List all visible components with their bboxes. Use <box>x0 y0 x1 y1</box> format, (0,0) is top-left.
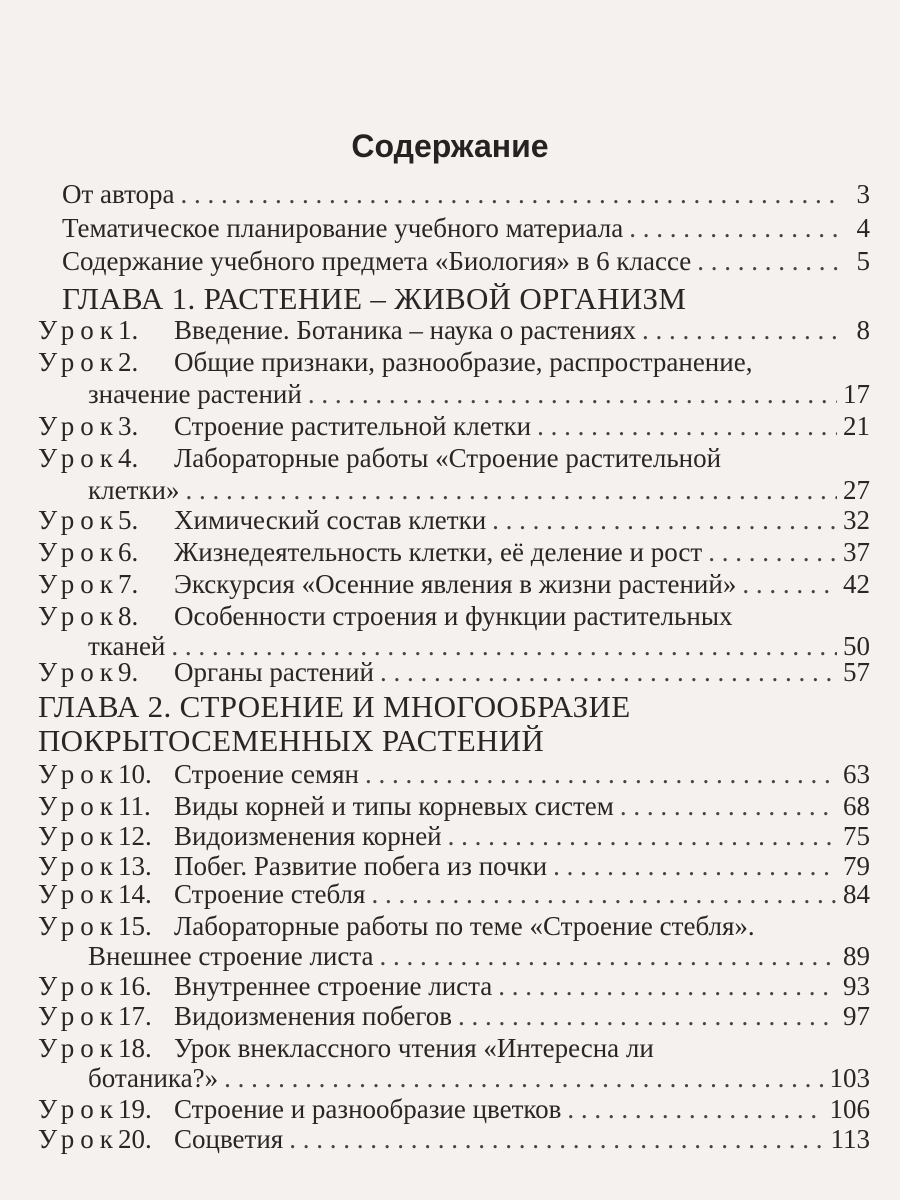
page-number: 50 <box>843 631 870 661</box>
lesson-entry[interactable] <box>38 656 870 688</box>
dot-leader <box>642 314 838 346</box>
lesson-title: ботаника?» <box>88 1063 219 1093</box>
lesson-title: Органы растений <box>174 657 374 687</box>
dot-leader <box>742 568 837 600</box>
lesson-title: Внешнее строение листа <box>88 941 374 971</box>
lesson-title: Лабораторные работы по теме «Строение стебля». <box>174 911 755 941</box>
lesson-entry[interactable] <box>38 568 870 600</box>
lesson-title: значение растений <box>88 379 302 409</box>
page-number: 42 <box>843 569 870 599</box>
lesson-entry[interactable] <box>38 910 755 942</box>
dot-leader <box>371 878 837 910</box>
page-title: Содержание <box>351 128 549 164</box>
lesson-label: Урок <box>38 1001 119 1031</box>
lesson-entry[interactable] <box>38 758 870 790</box>
lesson-entry-continuation[interactable] <box>88 940 870 972</box>
entry-title: Содержание учебного предмета «Биология» в 6 классе <box>62 246 692 276</box>
lesson-title: Лабораторные работы «Строение растительной <box>174 443 722 473</box>
lesson-label: Урок <box>38 569 119 599</box>
lesson-label: Урок <box>38 821 119 851</box>
lesson-entry[interactable] <box>38 314 870 346</box>
lesson-entry[interactable] <box>38 790 870 822</box>
page-number: 97 <box>843 1001 870 1031</box>
lesson-label: Урок <box>38 911 119 941</box>
lesson-title: Общие признаки, разнообразие, распространение, <box>174 347 753 377</box>
chapter-heading: ПОКРЫТОСЕМЕННЫХ РАСТЕНИЙ <box>38 723 545 758</box>
lesson-number: 9. <box>118 657 139 687</box>
page-number: 63 <box>843 759 870 789</box>
lesson-number: 16. <box>118 971 152 1001</box>
lesson-number: 5. <box>118 505 139 535</box>
lesson-title: Химический состав клетки <box>174 505 487 535</box>
page-number: 106 <box>829 1094 870 1124</box>
lesson-label: Урок <box>38 443 119 473</box>
dot-leader <box>620 790 837 822</box>
lesson-number: 4. <box>118 443 139 473</box>
lesson-number: 3. <box>118 411 139 441</box>
page-number: 103 <box>829 1063 870 1093</box>
lesson-number: 12. <box>118 821 152 851</box>
chapter-heading: ГЛАВА 2. СТРОЕНИЕ И МНОГООБРАЗИЕ <box>38 689 631 724</box>
page-number: 89 <box>843 941 870 971</box>
dot-leader <box>697 245 838 277</box>
lesson-label: Урок <box>38 1033 119 1063</box>
page-number: 75 <box>843 821 870 851</box>
lesson-label: Урок <box>38 1094 119 1124</box>
lesson-entry[interactable] <box>38 878 870 910</box>
entry-title: От автора <box>62 179 175 209</box>
lesson-entry[interactable] <box>38 1000 870 1032</box>
lesson-entry[interactable] <box>38 820 870 852</box>
lesson-title: Соцветия <box>174 1124 284 1154</box>
lesson-number: 20. <box>118 1124 152 1154</box>
lesson-title: Побег. Развитие побега из почки <box>174 851 548 881</box>
page-number: 84 <box>843 879 870 909</box>
lesson-number: 11. <box>118 791 151 821</box>
dot-leader <box>224 1062 823 1094</box>
dot-leader <box>181 178 838 210</box>
page-number: 17 <box>843 379 870 409</box>
lesson-title: Строение семян <box>174 759 359 789</box>
toc-entry[interactable] <box>62 212 870 244</box>
lesson-number: 13. <box>118 851 152 881</box>
lesson-number: 10. <box>118 759 152 789</box>
lesson-title: Строение и разнообразие цветков <box>174 1094 562 1124</box>
lesson-label: Урок <box>38 791 119 821</box>
lesson-number: 2. <box>118 347 139 377</box>
lesson-title: Видоизменения побегов <box>174 1001 452 1031</box>
lesson-entry-continuation[interactable] <box>88 378 870 410</box>
page-number: 21 <box>843 411 870 441</box>
lesson-number: 7. <box>118 569 139 599</box>
dot-leader <box>365 758 837 790</box>
entry-title: Тематическое планирование учебного материала <box>62 213 624 243</box>
page-number: 68 <box>843 791 870 821</box>
page-number: 93 <box>843 971 870 1001</box>
lesson-entry[interactable] <box>38 410 870 442</box>
lesson-title: Экскурсия «Осенние явления в жизни растений» <box>174 569 737 599</box>
lesson-label: Урок <box>38 971 119 1001</box>
lesson-entry[interactable] <box>38 970 870 1002</box>
dot-leader <box>537 410 837 442</box>
lesson-number: 14. <box>118 879 152 909</box>
dot-leader <box>448 820 837 852</box>
page-number: 3 <box>856 179 870 209</box>
page-number: 5 <box>856 246 870 276</box>
lesson-label: Урок <box>38 759 119 789</box>
lesson-entry[interactable] <box>38 346 752 378</box>
lesson-number: 15. <box>118 911 152 941</box>
page-number: 8 <box>856 315 870 345</box>
dot-leader <box>567 1093 823 1125</box>
lesson-title: Виды корней и типы корневых систем <box>174 791 614 821</box>
lesson-number: 17. <box>118 1001 152 1031</box>
lesson-title: тканей <box>88 631 166 661</box>
lesson-label: Урок <box>38 411 119 441</box>
lesson-title: Внутреннее строение листа <box>174 971 493 1001</box>
dot-leader <box>498 970 837 1002</box>
lesson-entry-continuation[interactable] <box>88 474 870 506</box>
dot-leader <box>380 656 837 688</box>
lesson-title: Строение растительной клетки <box>174 411 532 441</box>
dot-leader <box>629 212 838 244</box>
dot-leader <box>708 536 837 568</box>
toc-entry[interactable] <box>62 178 870 210</box>
lesson-entry-continuation[interactable] <box>88 1062 870 1094</box>
page-number: 57 <box>843 657 870 687</box>
dot-leader <box>379 940 837 972</box>
lesson-entry[interactable] <box>38 600 732 632</box>
lesson-label: Урок <box>38 879 119 909</box>
lesson-label: Урок <box>38 347 119 377</box>
lesson-number: 8. <box>118 601 139 631</box>
dot-leader <box>308 378 837 410</box>
lesson-number: 6. <box>118 537 139 567</box>
lesson-label: Урок <box>38 657 119 687</box>
lesson-label: Урок <box>38 537 119 567</box>
lesson-title: Особенности строения и функции растительных <box>174 601 733 631</box>
lesson-title: клетки» <box>88 475 180 505</box>
dot-leader <box>458 1000 837 1032</box>
page-number: 113 <box>830 1124 870 1154</box>
lesson-label: Урок <box>38 601 119 631</box>
lesson-entry[interactable] <box>38 536 870 568</box>
lesson-title: Видоизменения корней <box>174 821 442 851</box>
page-number: 4 <box>856 213 870 243</box>
chapter-heading: ГЛАВА 1. РАСТЕНИЕ – ЖИВОЙ ОРГАНИЗМ <box>62 281 687 316</box>
lesson-title: Строение стебля <box>174 879 366 909</box>
dot-leader <box>492 504 837 536</box>
lesson-label: Урок <box>38 505 119 535</box>
page-number: 37 <box>843 537 870 567</box>
lesson-entry[interactable] <box>38 1032 654 1064</box>
toc-entry[interactable] <box>62 245 870 277</box>
lesson-number: 18. <box>118 1033 152 1063</box>
dot-leader <box>185 474 837 506</box>
lesson-entry[interactable] <box>38 504 870 536</box>
lesson-label: Урок <box>38 851 119 881</box>
lesson-label: Урок <box>38 1124 119 1154</box>
lesson-label: Урок <box>38 315 119 345</box>
lesson-title: Урок внеклассного чтения «Интересна ли <box>174 1033 654 1063</box>
lesson-number: 1. <box>118 315 139 345</box>
lesson-entry[interactable] <box>38 442 721 474</box>
page-number: 27 <box>843 475 870 505</box>
lesson-entry[interactable] <box>38 1093 870 1125</box>
page-number: 32 <box>843 505 870 535</box>
dot-leader <box>289 1123 824 1155</box>
lesson-number: 19. <box>118 1094 152 1124</box>
lesson-entry[interactable] <box>38 1123 870 1155</box>
lesson-title: Введение. Ботаника – наука о растениях <box>174 315 637 345</box>
lesson-title: Жизнедеятельность клетки, её деление и рост <box>174 537 703 567</box>
page-number: 79 <box>843 851 870 881</box>
